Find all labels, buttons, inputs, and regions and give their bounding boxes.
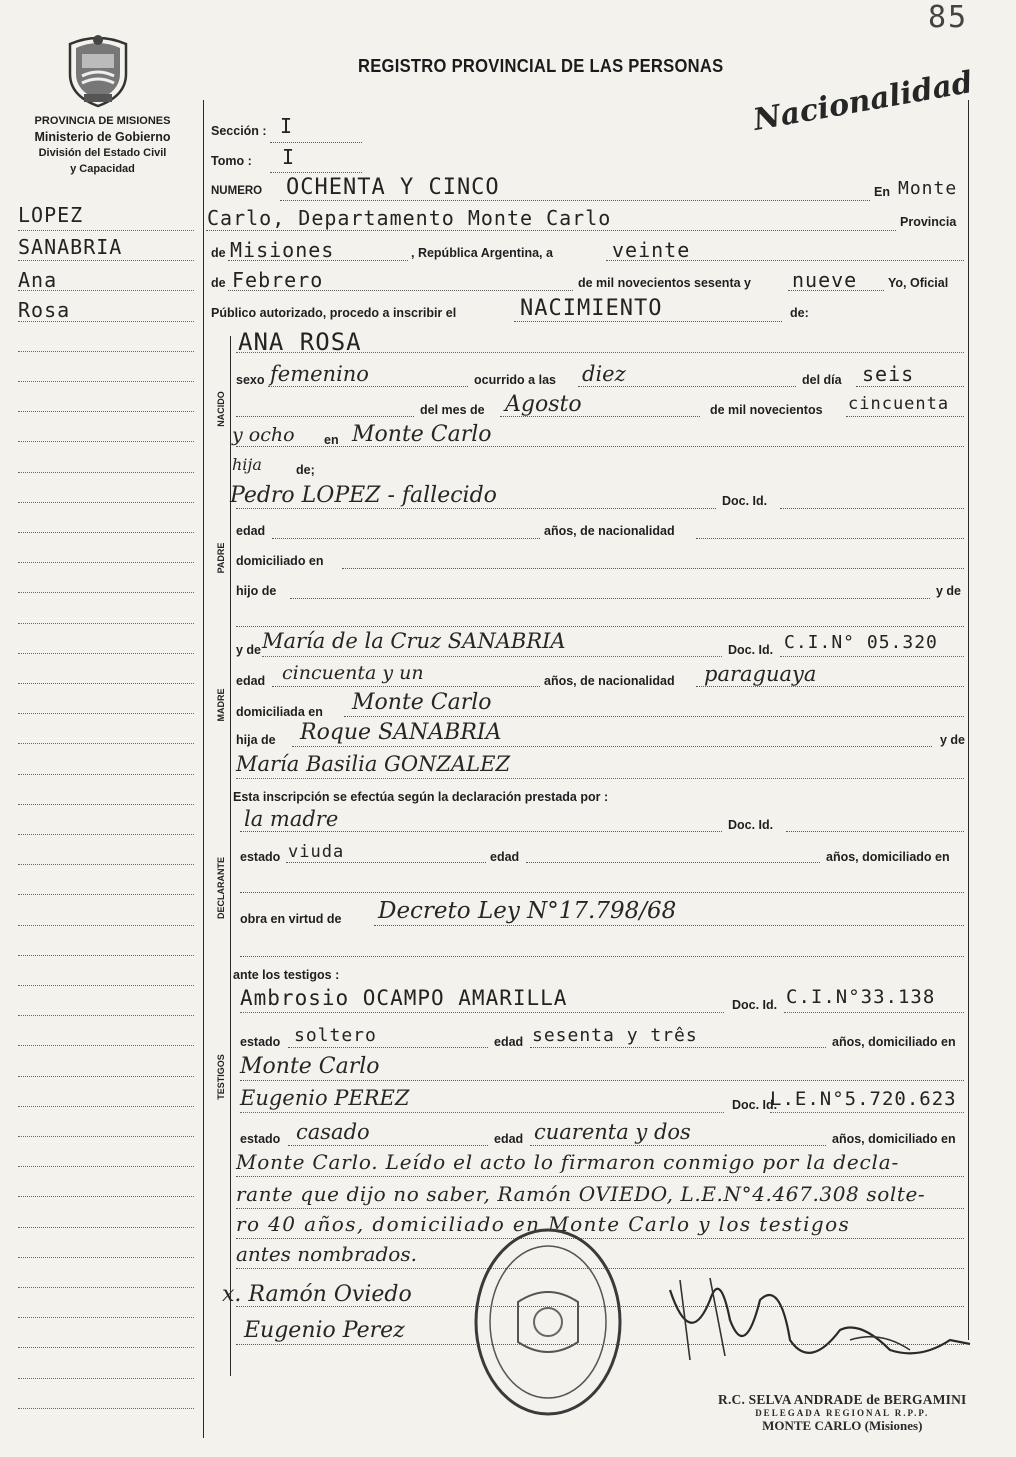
closing-line-1: Monte Carlo. Leído el acto lo firmaron conmigo por la decla-	[236, 1150, 900, 1174]
tomo-label: Tomo :	[211, 154, 252, 168]
margin-ruled-line	[18, 472, 194, 473]
abuela-line	[236, 778, 964, 779]
margin-ruled-line	[18, 713, 194, 714]
madre-y-de-label: y de	[236, 643, 262, 657]
en-label: En	[874, 185, 890, 199]
decreto-value: Decreto Ley N°17.798/68	[378, 898, 677, 924]
declarante-doc-label: Doc. Id.	[728, 818, 774, 832]
margin-ruled-line	[18, 955, 194, 956]
testigo2-edad-label: edad	[494, 1132, 524, 1146]
margin-ruled-line	[18, 623, 194, 624]
tomo-line	[270, 172, 362, 173]
seccion-value: I	[280, 114, 294, 138]
madre-dom-line	[344, 716, 964, 717]
inscripcion-label: Esta inscripción se efectúa según la declaración prestada por :	[233, 790, 609, 804]
de-mil-label: de mil novecientos sesenta y	[578, 276, 751, 290]
testigo1-estado-label: estado	[240, 1035, 281, 1049]
lugar-nac-value: Monte Carlo	[352, 422, 492, 447]
testigo1-dom-line	[240, 1080, 964, 1081]
margin-ruled-line	[18, 985, 194, 986]
declarante-anios-label: años, domiciliado en	[826, 850, 950, 864]
mes-value: Febrero	[232, 268, 324, 292]
lugar-nac-line	[236, 446, 964, 447]
official-place: MONTE CARLO (Misiones)	[762, 1418, 923, 1433]
padre-anios-label: años, de nacionalidad	[544, 524, 675, 538]
dia-nac-value: seis	[862, 362, 915, 386]
anio-nac-line-1	[846, 416, 964, 417]
anio-line	[788, 290, 884, 291]
margin-ruled-line	[18, 351, 194, 352]
acto-line	[514, 321, 782, 322]
padre-doc-line	[780, 508, 964, 509]
mes-nac-line	[500, 416, 700, 417]
madre-hija-label: hija de	[236, 733, 276, 747]
padre-line	[236, 508, 716, 509]
margin-ruled-line	[18, 774, 194, 775]
declarante-estado-value: viuda	[288, 842, 345, 862]
margin-ruled-line	[18, 864, 194, 865]
madre-edad-value: cincuenta y un	[282, 662, 424, 684]
madre-dom-label: domiciliada en	[236, 705, 323, 719]
madre-doc-label: Doc. Id.	[728, 643, 774, 657]
margin-ruled-line	[18, 1378, 194, 1379]
madre-nac-value: paraguaya	[704, 662, 817, 686]
padre-y-de-label: y de	[936, 584, 962, 598]
de-colon-label: de:	[790, 306, 809, 320]
tomo-value: I	[282, 145, 296, 169]
testigo2-doc-value: L.E.N°5.720.623	[770, 1088, 957, 1110]
declarante-dom-line	[240, 892, 964, 893]
del-mes-label: del mes de	[420, 403, 485, 417]
del-dia-label: del día	[802, 373, 842, 387]
madre-y-de-label-2: y de	[940, 733, 966, 747]
republica-label: , República Argentina, a	[411, 246, 553, 260]
padre-hijo-label: hijo de	[236, 584, 277, 598]
division-label: División del Estado Civil	[38, 147, 167, 159]
margin-surname-2: SANABRIA	[18, 235, 123, 259]
testigo2-doc-label: Doc. Id.	[732, 1098, 778, 1112]
declarante-edad-line	[526, 862, 820, 863]
sexo-value: femenino	[270, 362, 369, 386]
margin-ruled-line	[18, 1227, 194, 1228]
numero-line	[280, 200, 870, 201]
dia-value: veinte	[612, 238, 691, 262]
provincial-crest-icon	[62, 30, 134, 108]
padre-dom-label: domiciliado en	[236, 554, 324, 568]
testigo1-edad-value: sesenta y três	[532, 1025, 698, 1046]
testigo1-edad-label: edad	[494, 1035, 524, 1049]
signature-oviedo: x. Ramón Oviedo	[222, 1282, 412, 1307]
testigo1-doc-line	[784, 1012, 964, 1013]
closing-line-2: rante que dijo no saber, Ramón OVIEDO, L.E.N°4.467.308 solte-	[236, 1182, 926, 1206]
ministry-header	[0, 113, 205, 177]
testigo1-line	[240, 1012, 724, 1013]
margin-ruled-line	[18, 441, 194, 442]
declarante-estado-line	[286, 862, 486, 863]
acto-value: NACIMIENTO	[520, 296, 663, 321]
side-tag-madre: MADRE	[216, 688, 226, 722]
hija-de-label: de;	[296, 463, 315, 477]
margin-ruled-line	[18, 1287, 194, 1288]
de-mil-nov-label: de mil novecientos	[710, 403, 823, 417]
provincia-value: Misiones	[230, 238, 335, 262]
en-lugar-label: en	[324, 433, 339, 447]
margin-ruled-line	[18, 683, 194, 684]
padre-dom-line	[342, 568, 964, 569]
signature-perez: Eugenio Perez	[244, 1318, 405, 1343]
margin-ruled-line	[18, 1317, 194, 1318]
declarante-estado-label: estado	[240, 850, 281, 864]
side-tag-nacido: NACIDO	[216, 391, 226, 427]
margin-ruled-line	[18, 411, 194, 412]
testigo2-value: Eugenio PEREZ	[240, 1086, 410, 1110]
page-title: REGISTRO PROVINCIAL DE LAS PERSONAS	[358, 56, 724, 76]
ante-testigos-label: ante los testigos :	[233, 968, 340, 982]
testigo1-dom-value: Monte Carlo	[240, 1054, 380, 1079]
de-mes-label: de	[211, 276, 226, 290]
margin-ruled-line	[18, 1015, 194, 1016]
lugar-line	[206, 230, 896, 231]
margin-ruled-line	[18, 381, 194, 382]
nationality-annotation: Nacionalidad	[750, 64, 976, 139]
margin-ruled-line	[18, 502, 194, 503]
testigo2-estado-label: estado	[240, 1132, 281, 1146]
testigo2-doc-line	[770, 1112, 964, 1113]
ocurrido-label: ocurrido a las	[474, 373, 556, 387]
margin-ruled-line	[18, 260, 194, 261]
side-tag-declarante: DECLARANTE	[216, 857, 226, 919]
margin-ruled-line	[18, 321, 194, 322]
official-role: DELEGADA REGIONAL R.P.P.	[755, 1408, 930, 1418]
declarante-value: la madre	[244, 807, 339, 831]
mes-nac-value: Agosto	[505, 392, 582, 417]
margin-ruled-line	[18, 1045, 194, 1046]
capacity-label: y Capacidad	[70, 163, 135, 175]
abuelo-value: Roque SANABRIA	[300, 720, 502, 745]
de-label: de	[211, 246, 226, 260]
testigo1-edad-line	[530, 1047, 826, 1048]
testigo2-line	[240, 1112, 724, 1113]
padre-doc-label: Doc. Id.	[722, 494, 768, 508]
padre-abuela-line	[236, 626, 964, 627]
lugar-value-1: Monte	[898, 178, 958, 199]
numero-label: NUMERO	[211, 185, 263, 197]
yo-oficial-label: Yo, Oficial	[888, 276, 949, 290]
hija-value: hija	[232, 455, 262, 474]
madre-value: María de la Cruz SANABRIA	[262, 629, 566, 653]
testigo2-edad-line	[530, 1145, 826, 1146]
testigo1-anios-label: años, domiciliado en	[832, 1035, 956, 1049]
official-stamp	[718, 1392, 967, 1434]
margin-surname-1: LOPEZ	[18, 203, 84, 227]
seccion-line	[270, 142, 362, 143]
publico-label: Público autorizado, procedo a inscribir el	[211, 306, 457, 320]
margin-ruled-line	[18, 653, 194, 654]
abuelo-line	[292, 746, 932, 747]
nac-blank-line	[236, 416, 414, 417]
margin-ruled-line	[18, 894, 194, 895]
hora-value: diez	[582, 362, 626, 386]
margin-ruled-line	[18, 1408, 194, 1409]
decreto-line	[374, 925, 964, 926]
closing-line-3: ro 40 años, domiciliado en Monte Carlo y los testigos	[236, 1212, 851, 1236]
dia-line	[606, 260, 964, 261]
margin-ruled-line	[18, 1076, 194, 1077]
madre-edad-line	[272, 686, 540, 687]
provincia-line	[228, 260, 408, 261]
margin-ruled-line	[18, 1196, 194, 1197]
madre-doc-value: C.I.N° 05.320	[784, 632, 938, 653]
margin-ruled-line	[18, 290, 194, 291]
margin-ruled-line	[18, 1136, 194, 1137]
madre-line	[262, 656, 722, 657]
margin-ruled-line	[18, 230, 194, 231]
seccion-label: Sección :	[211, 124, 267, 138]
padre-value: Pedro LOPEZ - fallecido	[230, 483, 497, 508]
testigo1-value: Ambrosio OCAMPO AMARILLA	[240, 986, 568, 1010]
provincia-label: Provincia	[900, 215, 957, 229]
anio-nac-value-1: cincuenta	[848, 394, 950, 414]
margin-ruled-line	[18, 562, 194, 563]
testigo2-anios-label: años, domiciliado en	[832, 1132, 956, 1146]
sexo-line	[268, 386, 468, 387]
testigo1-doc-value: C.I.N°33.138	[786, 986, 936, 1008]
abuela-value: María Basilia GONZALEZ	[236, 752, 511, 776]
side-tag-testigos: TESTIGOS	[216, 1054, 226, 1100]
official-name: R.C. SELVA ANDRADE de BERGAMINI	[718, 1392, 967, 1407]
dia-nac-line	[856, 386, 964, 387]
lugar-value-2: Carlo, Departamento Monte Carlo	[207, 206, 612, 230]
nombre-value: ANA ROSA	[238, 328, 362, 356]
margin-ruled-line	[18, 804, 194, 805]
anio-value: nueve	[792, 268, 858, 292]
declarante-edad-label: edad	[490, 850, 520, 864]
testigo2-estado-line	[288, 1145, 488, 1146]
padre-hijo-line	[290, 598, 930, 599]
closing-line-4: antes nombrados.	[236, 1242, 417, 1266]
anio-nac-value-2: y ocho	[232, 424, 295, 446]
padre-edad-line	[272, 538, 540, 539]
testigo1-doc-label: Doc. Id.	[732, 998, 778, 1012]
margin-ruled-line	[18, 1106, 194, 1107]
padre-edad-label: edad	[236, 524, 266, 538]
hora-line	[578, 386, 796, 387]
numero-value: OCHENTA Y CINCO	[286, 175, 500, 200]
declarante-line	[240, 831, 722, 832]
ministry-label: Ministerio de Gobierno	[34, 130, 171, 144]
mes-line	[228, 290, 573, 291]
madre-nac-line	[696, 686, 964, 687]
testigo1-estado-value: soltero	[294, 1025, 377, 1046]
registry-seal-icon	[468, 1222, 628, 1422]
madre-doc-line	[780, 656, 964, 657]
margin-ruled-line	[18, 743, 194, 744]
declarante-doc-line	[786, 831, 964, 832]
declarante-blank-line	[240, 956, 964, 957]
madre-dom-value: Monte Carlo	[352, 690, 492, 715]
margin-given-2: Rosa	[18, 298, 71, 322]
margin-ruled-line	[18, 834, 194, 835]
padre-nac-line	[696, 538, 964, 539]
madre-edad-label: edad	[236, 674, 266, 688]
sexo-label: sexo	[236, 373, 265, 387]
nombre-line	[236, 352, 964, 353]
closing-rule-2	[236, 1208, 964, 1209]
margin-ruled-line	[18, 592, 194, 593]
margin-ruled-line	[18, 1166, 194, 1167]
testigo2-edad-value: cuarenta y dos	[534, 1120, 691, 1144]
province-label: PROVINCIA DE MISIONES	[34, 115, 171, 127]
margin-divider	[203, 100, 204, 1438]
right-border	[968, 100, 969, 1340]
official-signature-icon	[650, 1260, 980, 1380]
obra-label: obra en virtud de	[240, 912, 342, 926]
margin-ruled-line	[18, 925, 194, 926]
testigo1-estado-line	[288, 1047, 488, 1048]
margin-ruled-line	[18, 532, 194, 533]
page-number: 85	[928, 0, 969, 35]
testigo2-estado-value: casado	[296, 1120, 370, 1144]
side-tag-padre: PADRE	[216, 542, 226, 574]
margin-given-1: Ana	[18, 268, 58, 292]
madre-anios-label: años, de nacionalidad	[544, 674, 675, 688]
margin-ruled-line	[18, 1347, 194, 1348]
margin-ruled-line	[18, 1257, 194, 1258]
closing-rule-1	[236, 1176, 964, 1177]
